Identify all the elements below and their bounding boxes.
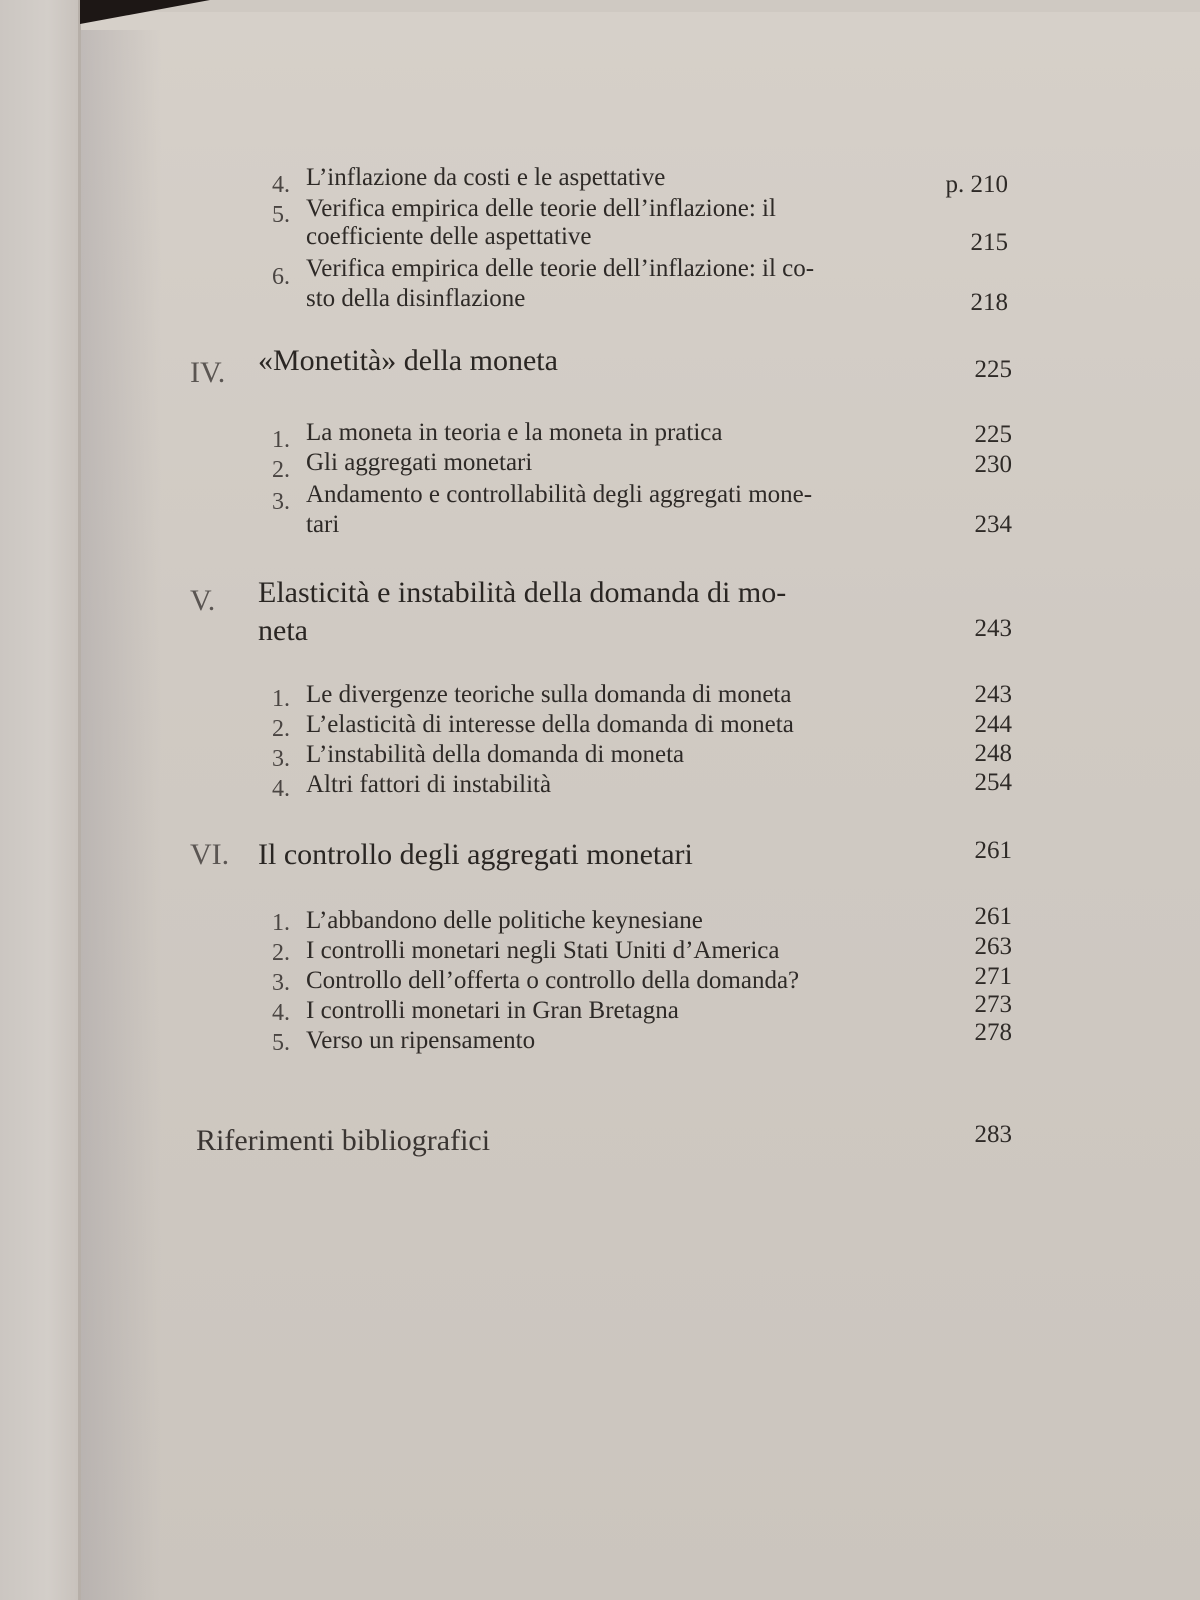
section-title: Gli aggregati monetari xyxy=(306,449,533,476)
section-title: La moneta in teoria e la moneta in pratica xyxy=(306,419,723,446)
page-number: 244 xyxy=(974,711,1012,738)
section-title: Andamento e controllabilità degli aggregati mone- xyxy=(306,481,813,508)
section-title: Le divergenze teoriche sulla domanda di moneta xyxy=(306,681,792,708)
page-number: 225 xyxy=(974,356,1012,383)
page-number: 234 xyxy=(974,511,1012,538)
section-number: 1. xyxy=(272,686,290,712)
page-number: 273 xyxy=(974,991,1012,1018)
chapter-number: IV. xyxy=(190,356,226,389)
section-number: 2. xyxy=(272,457,290,483)
section-title: L’instabilità della domanda di moneta xyxy=(306,741,685,768)
section-number: 3. xyxy=(272,489,290,515)
page-number: 261 xyxy=(974,837,1012,864)
section-number: 1. xyxy=(272,910,290,936)
section-number: 4. xyxy=(272,776,290,802)
page-number: 261 xyxy=(974,903,1012,930)
section-title: Altri fattori di instabilità xyxy=(306,771,552,798)
section-title: I controlli monetari negli Stati Uniti d’America xyxy=(306,937,780,964)
section-title-cont: tari xyxy=(306,511,340,538)
section-number: 1. xyxy=(272,427,290,453)
page-number: 230 xyxy=(974,451,1012,478)
page-number: 215 xyxy=(970,229,1008,256)
section-title-cont: coefficiente delle aspettative xyxy=(306,223,592,250)
chapter-number: V. xyxy=(190,584,216,617)
page-number: 263 xyxy=(974,933,1012,960)
section-number: 3. xyxy=(272,970,290,996)
page-number: 243 xyxy=(974,615,1012,642)
page-number: p. 210 xyxy=(945,171,1008,198)
chapter-title: Il controllo degli aggregati monetari xyxy=(258,838,693,871)
chapter-title: Elasticità e instabilità della domanda di mo- xyxy=(258,576,787,609)
section-number: 4. xyxy=(272,1000,290,1026)
chapter-number: VI. xyxy=(190,838,230,871)
section-number: 4. xyxy=(272,172,290,198)
chapter-title-cont: neta xyxy=(258,614,308,647)
section-title: Verso un ripensamento xyxy=(306,1027,536,1054)
page-number: 225 xyxy=(974,421,1012,448)
page-number: 248 xyxy=(974,740,1012,767)
section-number: 6. xyxy=(272,264,290,290)
page-number: 218 xyxy=(970,289,1008,316)
section-number: 2. xyxy=(272,716,290,742)
section-title: Verifica empirica delle teorie dell’inflazione: il xyxy=(306,195,776,222)
page-number: 243 xyxy=(974,681,1012,708)
page-number: 278 xyxy=(974,1019,1012,1046)
section-title: L’abbandono delle politiche keynesiane xyxy=(306,907,703,934)
section-title: Controllo dell’offerta o controllo della domanda? xyxy=(306,967,800,994)
page-number: 271 xyxy=(974,963,1012,990)
section-title: L’elasticità di interesse della domanda di moneta xyxy=(306,711,794,738)
section-title: L’inflazione da costi e le aspettative xyxy=(306,164,666,191)
section-number: 5. xyxy=(272,202,290,228)
section-title: I controlli monetari in Gran Bretagna xyxy=(306,997,679,1024)
section-number: 5. xyxy=(272,1030,290,1056)
page-number: 283 xyxy=(974,1121,1012,1148)
section-number: 2. xyxy=(272,940,290,966)
section-title-cont: sto della disinflazione xyxy=(306,285,526,312)
bibliography-title: Riferimenti bibliografici xyxy=(196,1124,491,1157)
chapter-title: «Monetità» della moneta xyxy=(258,344,558,377)
page-number: 254 xyxy=(974,769,1012,796)
section-title: Verifica empirica delle teorie dell’inflazione: il co- xyxy=(306,255,815,282)
section-number: 3. xyxy=(272,746,290,772)
